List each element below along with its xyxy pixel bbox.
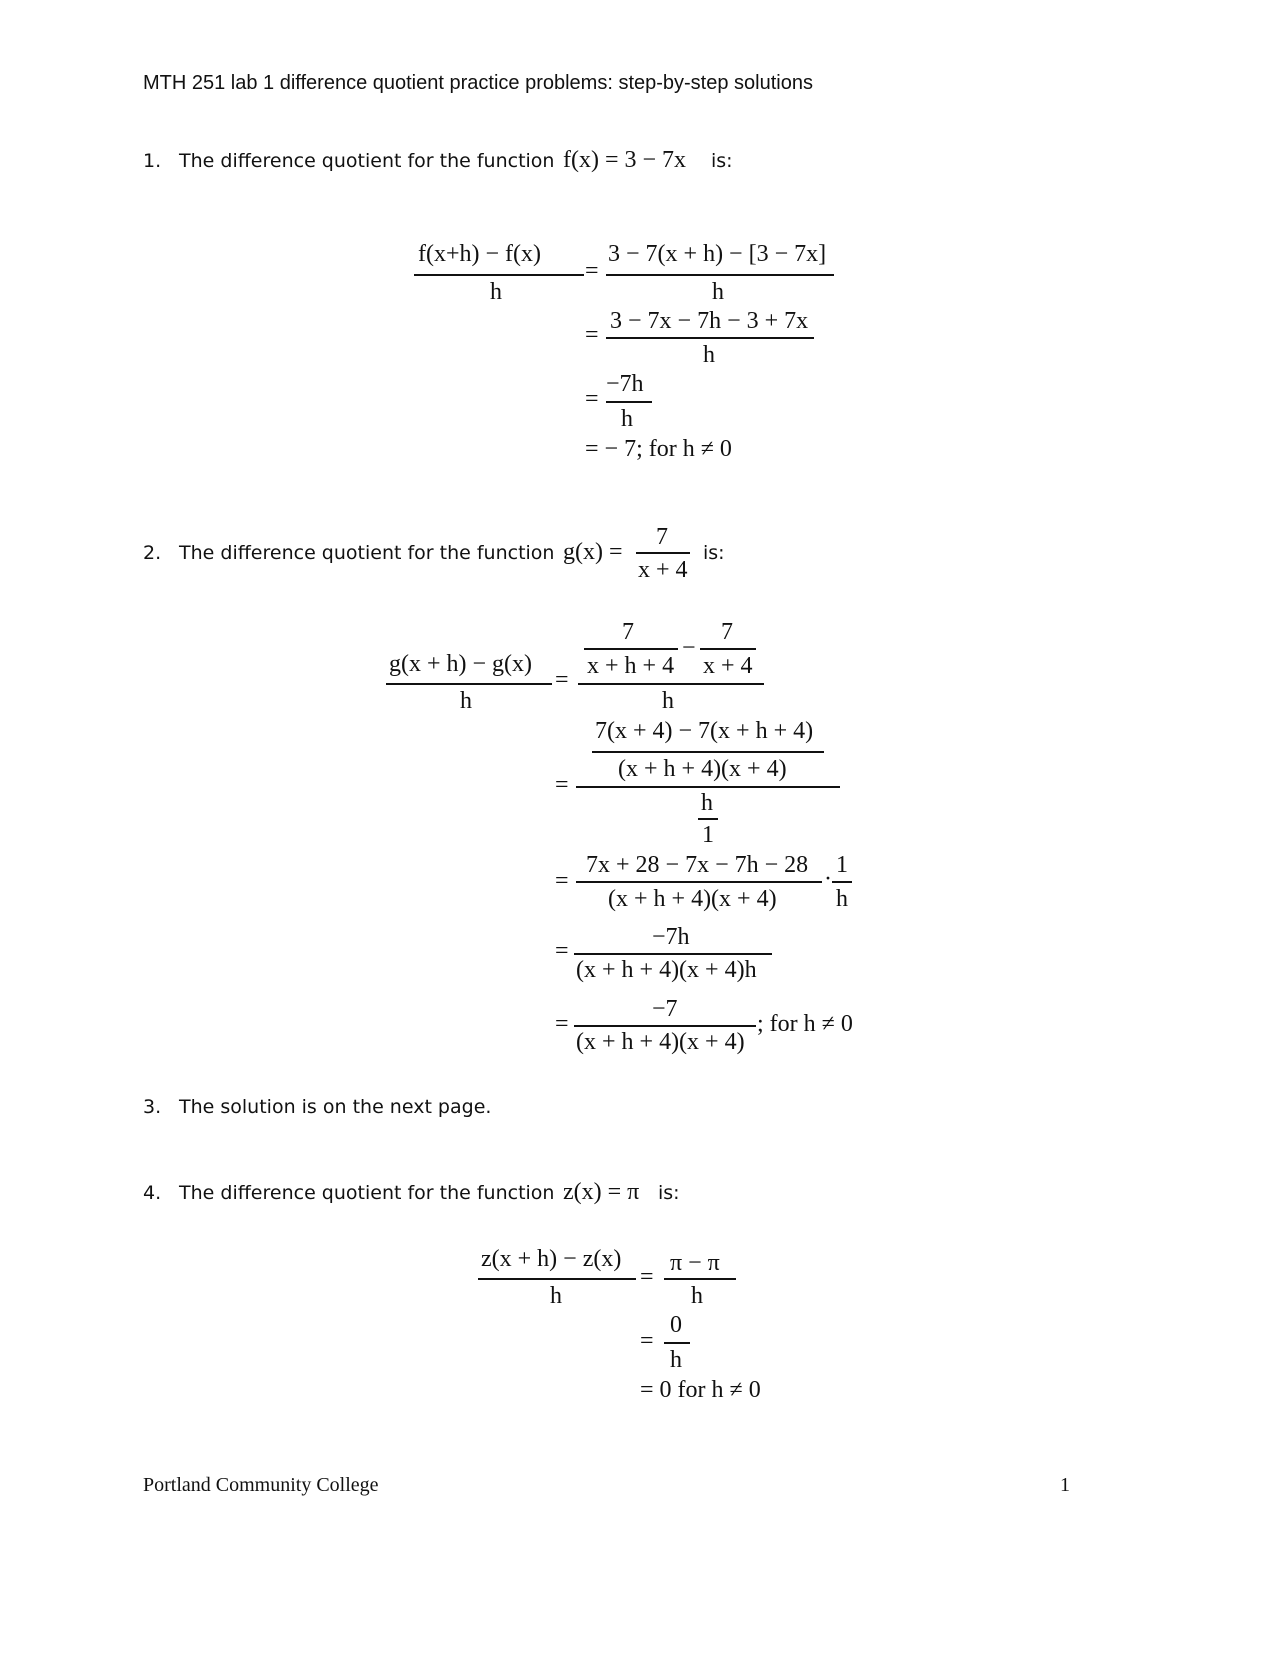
- p4-lhs-numerator: z(x + h) − z(x): [481, 1246, 622, 1272]
- p1-step1-fraction-bar: [606, 274, 834, 276]
- problem-1-function: f(x) = 3 − 7x: [563, 147, 687, 173]
- p1-lhs-fraction-bar: [414, 274, 584, 276]
- p2-lhs-fraction-bar: [386, 683, 552, 685]
- p2-step5-suffix: ; for h ≠ 0: [757, 1011, 853, 1037]
- p2-step2-inner-bar: [592, 751, 824, 753]
- p2-step3-fraction-bar: [576, 881, 822, 883]
- p2-step3-numerator: 7x + 28 − 7x − 7h − 28: [586, 852, 809, 878]
- p2-fn-fraction-bar: [636, 552, 690, 554]
- p2-step3-one: 1: [836, 852, 848, 878]
- problem-4-number: 4.: [143, 1182, 162, 1204]
- p2-step2-main-bar: [576, 786, 840, 788]
- problem-1-number: 1.: [143, 150, 162, 172]
- p1-result: = − 7; for h ≠ 0: [585, 436, 732, 462]
- p4-result: = 0 for h ≠ 0: [640, 1377, 761, 1403]
- problem-4-function: z(x) = π: [563, 1179, 640, 1205]
- p2-step1-term2-bar: [700, 648, 756, 650]
- p2-step1-term2-numerator: 7: [721, 619, 733, 645]
- problem-2-function: g(x) =: [563, 539, 623, 565]
- p1-step1-denominator: h: [712, 279, 724, 305]
- p2-step2-inner-numerator: 7(x + 4) − 7(x + h + 4): [595, 718, 814, 744]
- problem-1-text: The difference quotient for the function: [179, 150, 555, 172]
- p2-step5-numerator: −7: [652, 996, 678, 1022]
- problem-3-number: 3.: [143, 1096, 162, 1118]
- p2-step1-term1-numerator: 7: [622, 619, 634, 645]
- footer-institution: Portland Community College: [143, 1474, 379, 1496]
- p2-step3-small-bar: [832, 881, 852, 883]
- p2-step3-denominator: (x + h + 4)(x + 4): [608, 886, 777, 912]
- p2-step5-fraction-bar: [574, 1025, 756, 1027]
- p2-step1-main-bar: [578, 683, 764, 685]
- p2-step2-h: h: [701, 790, 713, 816]
- document-page: MTH 251 lab 1 difference quotient practice problems: step-by-step solutions 1. The difference quotient for the function f(x) = 3 − 7x is: f(x+h) − f(x) h = 3 − 7(x + h) − [3 − 7x] h = 3 − 7x − 7h − 3 + 7x h = −7h h = − 7; for h ≠ 0 2. The difference quotient for the function g(x) = 7 x + 4 is: g(x + h) − g(x) h = 7 x + h + 4 − 7 x + 4 h 7(x + 4) − 7(x + h + 4) (x + h + 4)(x + 4) = h 1 = 7x + 28 − 7x − 7h − 28 (x + h + 4)(x + 4) · 1 h = −7h (x + h + 4)(x + 4)h = −7 (x + h + 4)(x + 4) ; for h ≠ 0 3. The solution is on the next page. 4. The difference quotient for the function z(x) = π is: z(x + h) − z(x) h = π − π h = 0 h = 0 for h ≠ 0 Portland Community College 1: [143, 72, 1070, 1496]
- p2-step2-one: 1: [702, 822, 714, 848]
- p4-step2-numerator: 0: [670, 1312, 682, 1338]
- p2-step1-term2-denominator: x + 4: [703, 653, 753, 679]
- problem-1-is: is:: [711, 150, 733, 172]
- p1-lhs-numerator: f(x+h) − f(x): [418, 241, 542, 267]
- p2-step5-denominator: (x + h + 4)(x + 4): [576, 1029, 745, 1055]
- p2-step1-term1-bar: [584, 648, 678, 650]
- p2-step2-inner-denominator: (x + h + 4)(x + 4): [618, 756, 787, 782]
- problem-3-text: The solution is on the next page.: [179, 1096, 492, 1118]
- p4-step1-numerator: π − π: [670, 1250, 720, 1276]
- p2-lhs-numerator: g(x + h) − g(x): [389, 651, 533, 677]
- p4-step2-fraction-bar: [664, 1342, 690, 1344]
- p2-step1-denominator: h: [662, 688, 674, 714]
- p2-step2-small-bar: [698, 818, 718, 820]
- p4-lhs-fraction-bar: [478, 1278, 636, 1280]
- p1-step3-numerator: −7h: [606, 371, 644, 397]
- p2-step4-fraction-bar: [574, 953, 772, 955]
- p1-step2-numerator: 3 − 7x − 7h − 3 + 7x: [610, 308, 809, 334]
- problem-2-is: is:: [703, 542, 725, 564]
- p2-fn-denominator: x + 4: [638, 557, 688, 583]
- p4-step1-fraction-bar: [664, 1278, 736, 1280]
- p2-step4-numerator: −7h: [652, 924, 690, 950]
- problem-4-is: is:: [658, 1182, 680, 1204]
- p1-step1-numerator: 3 − 7(x + h) − [3 − 7x]: [608, 241, 827, 267]
- p1-step2-denominator: h: [703, 342, 715, 368]
- p2-lhs-denominator: h: [460, 688, 472, 714]
- p2-step3-h: h: [836, 886, 848, 912]
- p4-step1-denominator: h: [691, 1283, 703, 1309]
- p2-step1-term1-denominator: x + h + 4: [587, 653, 675, 679]
- problem-2-text: The difference quotient for the function: [179, 542, 555, 564]
- problem-4-text: The difference quotient for the function: [179, 1182, 555, 1204]
- p1-step3-fraction-bar: [606, 401, 652, 403]
- p1-step2-fraction-bar: [606, 337, 814, 339]
- p4-lhs-denominator: h: [550, 1283, 562, 1309]
- p1-lhs-denominator: h: [490, 279, 502, 305]
- p1-step3-denominator: h: [621, 406, 633, 432]
- p4-step2-denominator: h: [670, 1347, 682, 1373]
- p2-fn-numerator: 7: [656, 524, 668, 550]
- problem-2-number: 2.: [143, 542, 162, 564]
- page-number: 1: [1060, 1474, 1070, 1496]
- page-title: MTH 251 lab 1 difference quotient practice problems: step-by-step solutions: [143, 72, 813, 94]
- p2-step4-denominator: (x + h + 4)(x + 4)h: [576, 957, 757, 983]
